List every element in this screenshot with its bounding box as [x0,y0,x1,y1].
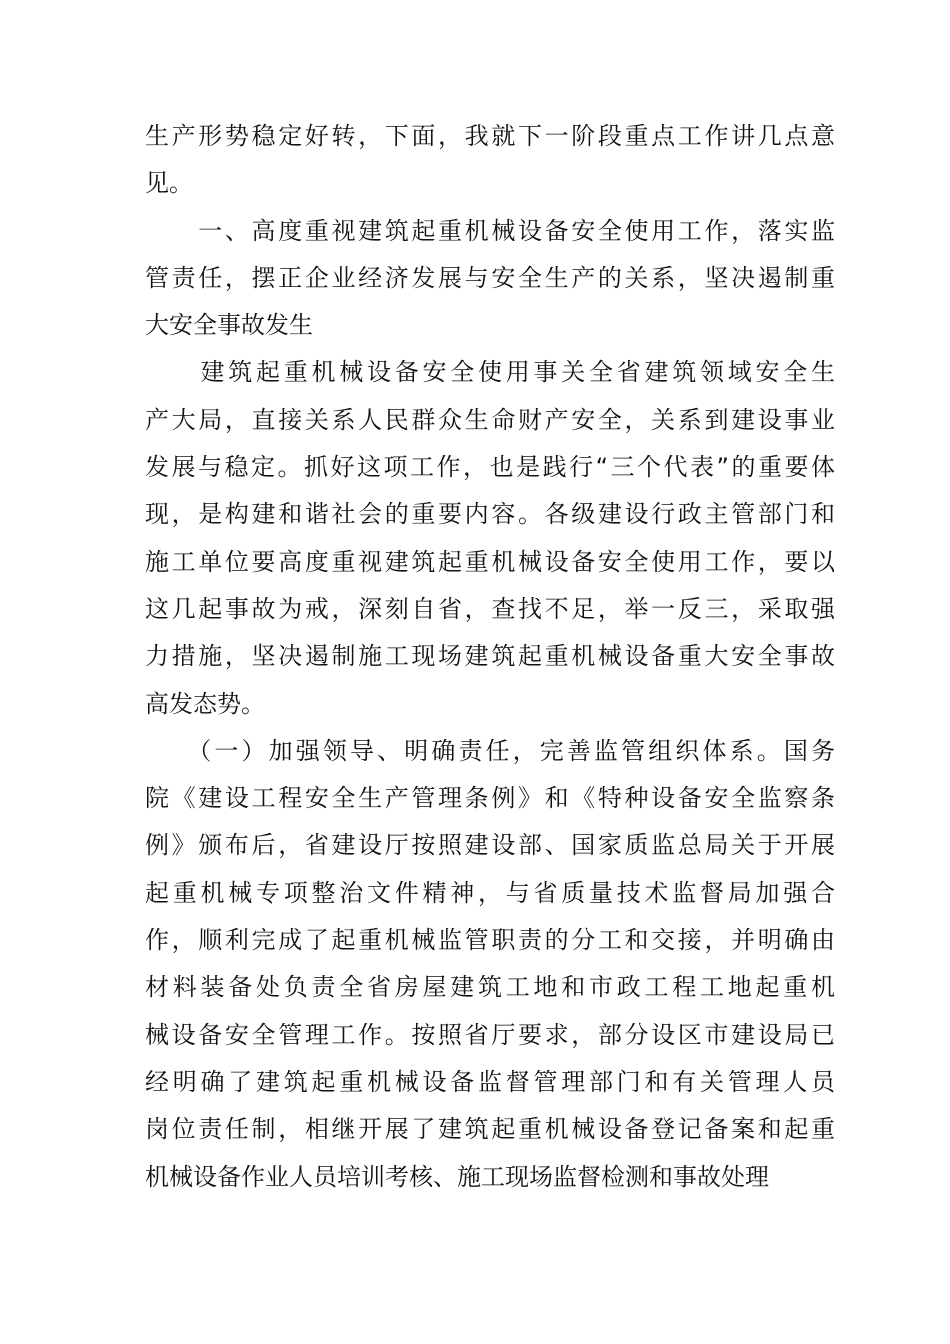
text-line: 经明确了建筑起重机械设备监督管理部门和有关管理人员 [145,1067,835,1096]
text-line: 产大局，直接关系人民群众生命财产安全，关系到建设事业 [145,405,835,434]
text-line: 一、高度重视建筑起重机械设备安全使用工作，落实监 [145,216,835,245]
paragraph [145,728,835,1201]
paragraph [145,113,835,208]
text-line: 机械设备作业人员培训考核、施工现场监督检测和事故处理 [145,1162,769,1191]
text-line: 管责任，摆正企业经济发展与安全生产的关系，坚决遏制重 [145,263,835,292]
text-line: 例》颁布后，省建设厅按照建设部、国家质监总局关于开展 [145,831,835,860]
text-line: 力措施，坚决遏制施工现场建筑起重机械设备重大安全事故 [145,642,835,671]
text-line: 材料装备处负责全省房屋建筑工地和市政工程工地起重机 [145,973,835,1002]
text-line: 大安全事故发生 [145,311,313,340]
text-line: 械设备安全管理工作。按照省厅要求，部分设区市建设局已 [145,1020,835,1049]
text-line: 发展与稳定。抓好这项工作，也是践行“三个代表”的重要体 [145,453,835,482]
text-line: 院《建设工程安全生产管理条例》和《特种设备安全监察条 [145,784,835,813]
paragraph [145,349,835,727]
text-line: 施工单位要高度重视建筑起重机械设备安全使用工作，要以 [145,547,835,576]
text-line: 岗位责任制，相继开展了建筑起重机械设备登记备案和起重 [145,1115,835,1144]
text-line: 见。 [145,169,193,198]
text-line: 建筑起重机械设备安全使用事关全省建筑领域安全生 [145,358,835,387]
text-line: 作，顺利完成了起重机械监管职责的分工和交接，并明确由 [145,926,835,955]
text-line: 起重机械专项整治文件精神，与省质量技术监督局加强合 [145,878,835,907]
text-line: 生产形势稳定好转，下面，我就下一阶段重点工作讲几点意 [145,122,835,150]
text-line: 现，是构建和谐社会的重要内容。各级建设行政主管部门和 [145,500,835,529]
text-line: 高发态势。 [145,689,265,718]
text-line: （一）加强领导、明确责任，完善监管组织体系。国务 [145,736,835,765]
document-body [145,113,835,1201]
text-line: 这几起事故为戒，深刻自省，查找不足，举一反三，采取强 [145,594,835,623]
paragraph [145,208,835,350]
